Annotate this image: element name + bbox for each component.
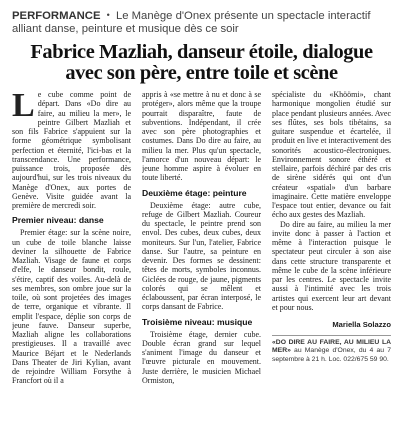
drop-cap: L xyxy=(12,90,35,124)
paragraph: Troisième étage, dernier cube. Double écran grand sur lequel s'animent l'image du danseur et l'œuvre picturale en mouvement. Juste derrière, le musicien Michael Ormiston, xyxy=(142,329,261,385)
author-signature: Mariella Solazzo xyxy=(332,320,391,329)
article-body xyxy=(12,90,391,386)
info-box xyxy=(272,335,391,364)
info-title: «DO DIRE AU FAIRE, AU MILIEU LA MER» xyxy=(272,339,391,355)
subhead-danse: Premier niveau: danse xyxy=(12,215,104,226)
bullet-icon: • xyxy=(106,10,110,20)
paragraph: Do dire au faire, au milieu la mer invite donc à passer à l'action et même à l'interaction puisque le spectateur peut circuler à son aise dans cette structure transparente et même le cube de la scène inférieure par les centres. Le spectacle invite aussi à l'intimité avec les trois artistes qui exercent leur art devant et pour nous. xyxy=(272,219,391,312)
article-page xyxy=(4,3,399,424)
subhead-peinture: Deuxième étage: peinture xyxy=(142,187,247,198)
column-3 xyxy=(272,90,391,386)
paragraph: appris à «se mettre à nu et donc à se protéger», alors même que la troupe pourrait disparaître, faute de subventions. Indépendant, il crée avec son père photographies et costumes. Dans Do dire au faire, au milieu la mer. Plus qu'un spectacle, l'amorce d'un nouveau départ: le jeune homme aspire à évoluer en toute liberté. xyxy=(142,90,261,183)
column-1 xyxy=(12,90,131,386)
paragraph: Premier étage: sur la scène noire, un cube de toile blanche laisse deviner la silhouette de Fabrice Mazliah. Visage de faune et corps d'elfe, le danseur bondit, roule, s'étire, captif des voiles. Au-delà de ses membres, son ombre joue sur la toile, où sont projetées des images de terre, organique et vibrante. Il emplit l'espace, déplie son corps de jeune fauve. Danseur superbe, Mazliah aligne les collaborations prestigieuses. Il a travaillé avec Maurice Béjart et le Nederlands Dans Theater de Jiri Kylian, avant de rejoindre William Forsythe à Francfort où il a xyxy=(12,228,131,386)
kicker xyxy=(12,9,391,36)
paragraph: Deuxième étage: autre cube, refuge de Gilbert Mazliah. Coureur du spectacle, le peintre prend son envol. Des cubes, deux cubes, deux moniteurs. Sur l'un, l'atelier, Fabrice danse. Sur l'autre, sa peinture en devenir. Des formes se dessinent: têtes de morts, symboles inconnus. Giclées de rouge, de jaune, pigments colorés qui se mêlent et éclaboussent, par écran interposé, le corps dansant de Fabrice. xyxy=(142,200,261,312)
intro-text: Le Manège d'Onex présente un spectacle interactif alliant danse, peinture et musique dès ce soir xyxy=(12,10,371,35)
headline: Fabrice Mazliah, danseur étoile, dialogue avec son père, entre toile et scène xyxy=(30,41,373,84)
lead-paragraph xyxy=(12,90,131,210)
paragraph: spécialiste du «Khöömi», chant harmonique mongolien étudié sur place pendant plusieurs années. Avec ses flûtes, ses bols tibétains, sa guitare suspendue et écartelée, il produit en live et interactivement des sonorités acoustico-électroniques. Environnement sonore éthéré et stellaire, parfois déchiré par des cris de sirène sidérés qui ont d'un créateur «spatial» d'un barbare imaginaire. Cette matière enveloppe l'espace tout entier, devance ou fait écho aux gestes des Mazliah. xyxy=(272,90,391,220)
subhead-musique: Troisième niveau: musique xyxy=(142,316,253,327)
column-2 xyxy=(142,90,261,386)
lead-text: e cube comme point de départ. Dans «Do dire au faire, au milieu la mer», le peintre Gilbert Mazliah et son fils Fabrice s'appuient sur la forme géométrique symbolisant perfection et éternité, l'ici-bas et la transcendance. Une performance, puissance trois, proposée dès aujourd'hui, sur les trois niveaux du Manège d'Onex, aux portes de Genève. Visite guidée avant la première de mercredi soir. xyxy=(12,90,131,210)
rubric-label: PERFORMANCE xyxy=(12,10,101,22)
info-text: au Manège d'Onex, du 4 au 7 septembre à 21 h. Loc. 022/675 59 90. xyxy=(272,347,391,363)
